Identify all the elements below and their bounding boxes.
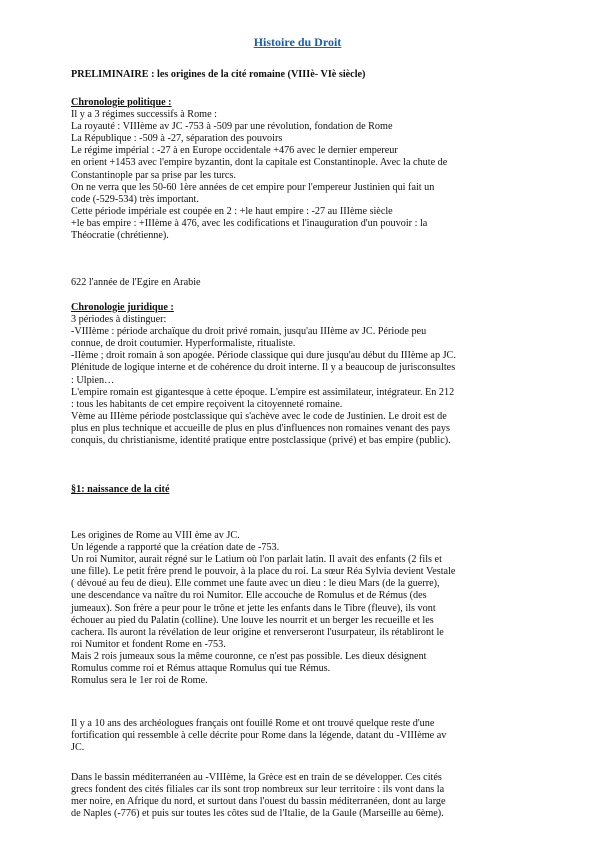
juridique-line: conquis, du christianisme, identité pratique entre postclassique (privé) et bas empire (public).: [71, 435, 451, 447]
naissance-line: Les origines de Rome au VIII ème av JC.: [71, 530, 240, 541]
hegire-line: 622 l'année de l'Egire en Arabie: [71, 277, 201, 288]
politique-line: On ne verra que les 50-60 1ère années de cet empire pour l'empereur Justinien qui fait un: [71, 181, 435, 193]
naissance-line: Romulus comme roi et Rémus attaque Romulus qui tue Rémus.: [71, 663, 331, 675]
naissance-line: une descendance va naître du roi Numitor. Elle accouche de Romulus et de Rémus (des: [71, 590, 427, 602]
archeologues-line: fortification qui ressemble à celle décrite pour Rome dans la légende, datant du -VIIIème av: [71, 730, 447, 742]
naissance-line: Romulus sera le 1er roi de Rome.: [71, 675, 208, 687]
politique-line: en orient +1453 avec l'empire byzantin, dont la capitale est Constantinople. Avec la chute de: [71, 157, 448, 169]
juridique-line: connue, de droit coutumier. Hyperformaliste, ritualiste.: [71, 338, 296, 350]
naissance-line: ( dévoué au feu de dieu). Elle commet une faute avec un dieu : le dieu Mars (de la guerre),: [71, 578, 440, 590]
preliminaire-heading-block: [71, 69, 533, 81]
politique-line: Il y a 3 régimes successifs à Rome :: [71, 109, 217, 121]
politique-line: Constantinople par sa prise par les turcs.: [71, 169, 236, 181]
chronologie-juridique-heading: Chronologie juridique :: [71, 302, 174, 313]
naissance-line: échouer au pied du Palatin (colline). Une louve les nourrit et un berger les recueille et les: [71, 614, 434, 626]
juridique-line: -IIème ; droit romain à son apogée. Période classique qui dure jusqu'au début du IIIème ap JC.: [71, 350, 456, 362]
politique-line: +le bas empire : +IIIème à 476, avec les codifications et l'inauguration d'un pouvoir : la: [71, 217, 428, 229]
chronologie-juridique-section: [71, 302, 533, 447]
juridique-line: -VIIIème : période archaïque du droit privé romain, jusqu'au IIIème av JC. Période peu: [71, 326, 427, 338]
bassin-line: de Naples (-776) et puis sur toutes les côtes sud de l'Italie, de la Gaule (Marseille au 6ème).: [71, 808, 444, 820]
bassin-line: Dans le bassin méditerranéen au -VIIIème, la Grèce est en train de se développer. Ces cités: [71, 772, 442, 783]
naissance-line: cachera. Ils auront la révélation de leur origine et renverseront l'usurpateur, ils rétabliront le: [71, 626, 444, 638]
juridique-line: L'empire romain est gigantesque à cette époque. L'empire est assimilateur, intégrateur. En 212: [71, 386, 455, 398]
archeologues-line: Il y a 10 ans des archéologues français ont fouillé Rome et ont trouvé quelque reste d'une: [71, 718, 435, 729]
juridique-line: : Ulpien…: [71, 374, 115, 386]
politique-line: Théocratie (chrétienne).: [71, 230, 169, 242]
juridique-line: : tous les habitants de cet empire reçoivent la citoyenneté romaine.: [71, 398, 343, 410]
chronologie-politique-section: [71, 97, 533, 242]
politique-line: Cette période impériale est coupée en 2 : +le haut empire : -27 au IIIème siècle: [71, 205, 393, 217]
naissance-line: roi Numitor et fondent Rome en -753.: [71, 638, 226, 650]
bassin-paragraph: [71, 772, 533, 820]
politique-line: Le régime impérial : -27 à en Europe occidentale +476 avec le dernier empereur: [71, 145, 398, 157]
politique-line: code (-529-534) très important.: [71, 193, 199, 205]
naissance-line: jumeaux). Son frère a peur pour le trône et jette les enfants dans le Tibre (fleuve), ils vont: [71, 602, 436, 614]
chronologie-politique-heading: Chronologie politique :: [71, 97, 172, 108]
naissance-line: Mais 2 rois jumeaux sous la même couronne, ce n'est pas possible. Les dieux désignent: [71, 650, 427, 662]
archeologues-paragraph: [71, 718, 533, 754]
naissance-line: Un roi Numitor, aurait régné sur le Latium où l'on parlait latin. Il avait des enfants (2 fils et: [71, 554, 442, 566]
preliminaire-heading: PRELIMINAIRE : les origines de la cité romaine (VIIIè- VIè siècle): [71, 69, 366, 80]
section1-heading-block: [71, 484, 533, 496]
politique-line: La royauté : VIIIème av JC -753 à -509 par une révolution, fondation de Rome: [71, 121, 393, 133]
hegire-block: [71, 277, 533, 289]
politique-line: La République : -509 à -27, séparation des pouvoirs: [71, 133, 283, 145]
juridique-line: Plénitude de logique interne et de cohérence du droit interne. Il y a beaucoup de jurisconsultes: [71, 362, 456, 374]
bassin-line: grecs fondent des cités filiales car ils sont trop nombreux sur leur territoire : ils vont dans la: [71, 784, 445, 796]
section1-heading: §1: naissance de la cité: [71, 484, 170, 495]
juridique-line: plus en plus technique et accueille de plus en plus d'influences non romaines venant des pays: [71, 422, 450, 434]
juridique-line: 3 périodes à distinguer:: [71, 314, 167, 326]
naissance-line: Un légende a rapporté que la création date de -753.: [71, 542, 280, 554]
naissance-paragraph: [71, 530, 533, 687]
naissance-line: une fille). Le petit frère prend le pouvoir, à la place du roi. La sœur Réa Sylvia devient Vestale: [71, 566, 456, 578]
document-title: Histoire du Droit: [253, 35, 342, 49]
bassin-line: mer noire, en Afrique du nord, et surtout dans l'ouest du bassin méditerranéen, dont au large: [71, 796, 446, 808]
juridique-line: Vème au IIIème période postclassique qui s'achève avec le code de Justinien. Le droit est de: [71, 410, 447, 422]
archeologues-line: JC.: [71, 742, 85, 754]
